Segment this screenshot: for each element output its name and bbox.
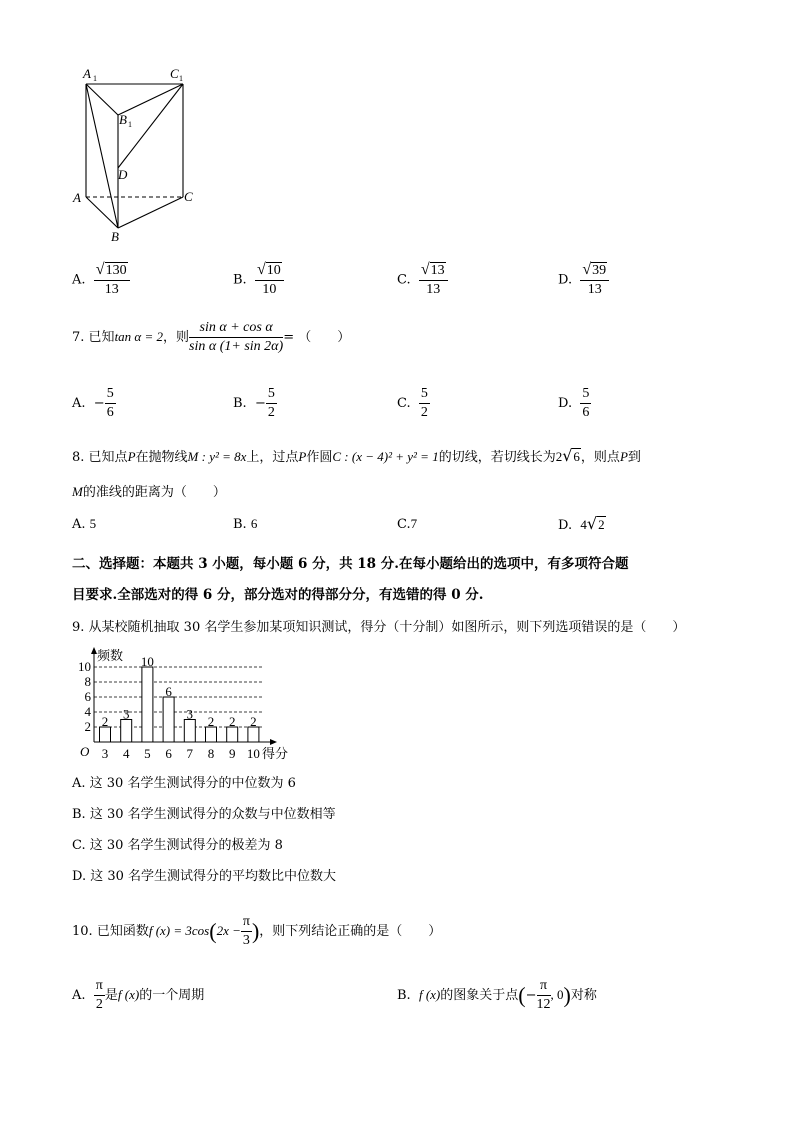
y-tick-label: 4: [84, 704, 91, 719]
q8-option-a: A. 5: [72, 516, 97, 532]
y-tick-label: 6: [84, 689, 91, 704]
q7-option-b: B. − $\frac{5}{2}$: [233, 386, 275, 420]
question-8-line1: 8. 已知点P在抛物线M : y² = 8x上，过点P作圆C : (x − 4)² + y² = 1的切线，若切线长为2 √ 6 ，则点P到: [72, 446, 641, 465]
bar-3: [100, 727, 111, 742]
svg-text:1: 1: [93, 74, 97, 83]
edge-ab: [86, 197, 118, 228]
y-tick-label: 10: [78, 659, 91, 674]
q6-option-a: A. √ 130 13: [72, 262, 130, 298]
q9-option-c: C. 这 30 名学生测试得分的极差为 8: [72, 838, 283, 853]
chart-labels: [78, 648, 288, 761]
q10-option-b: B. f (x)的图象关于点(− $\frac{\pi}{12}$ , 0)对称: [397, 978, 597, 1012]
bar-6: [163, 697, 174, 742]
x-tick-label: 6: [165, 746, 172, 761]
bar-9: [227, 727, 238, 742]
label-b: B: [111, 229, 119, 244]
section-2-heading-line1: 二、选择题：本题共 3 小题，每小题 6 分，共 18 分.在每小题给出的选项中，有多项符合题: [72, 556, 629, 572]
x-axis-label: 得分: [262, 746, 289, 761]
bar-7: [184, 720, 195, 743]
label-d: D: [118, 167, 128, 182]
bar-value-label: 6: [165, 684, 172, 699]
y-tick-label: 2: [84, 719, 91, 734]
q9-option-d: D. 这 30 名学生测试得分的平均数比中位数大: [72, 869, 337, 884]
question-7: 7. 已知tan α = 2，则 $\frac{\text{sin α + cos α}}{\text{sin α (1+ sin 2α)}}$ = （ ）: [72, 320, 351, 354]
label-c1: C: [170, 66, 179, 81]
x-tick-label: 4: [122, 746, 130, 761]
bar-4: [121, 720, 132, 743]
label-a: A: [73, 190, 81, 205]
q7-option-a: A. − $\frac{5}{6}$: [72, 386, 114, 420]
q6-option-c: C. √ 13 13: [397, 262, 448, 298]
edge-b1c1: [118, 84, 183, 115]
question-10: 10. 已知函数f (x) = 3cos(2x − $\frac{\pi}{3}$ )，则下列结论正确的是（ ）: [72, 914, 442, 948]
question-8-line2: M的准线的距离为（ ）: [72, 484, 226, 500]
bar-value-label: 3: [122, 706, 130, 722]
svg-text:1: 1: [128, 120, 132, 129]
svg-text:1: 1: [179, 74, 183, 83]
q8-option-c: C.7: [397, 516, 418, 532]
bar-10: [248, 727, 259, 742]
x-tick-label: 7: [186, 746, 194, 761]
bar-5: [142, 667, 153, 742]
question-9: 9. 从某校随机抽取 30 名学生参加某项知识测试，得分（十分制）如图所示，则下列选项错误的是（ ）: [72, 620, 686, 635]
q8-option-b: B. 6: [233, 516, 258, 532]
x-axis-arrow: [270, 739, 277, 745]
bar-value-label: 2: [101, 714, 109, 729]
chart-grid: [94, 667, 262, 727]
q6-option-d: D. √ 39 13: [558, 262, 609, 298]
x-tick-label: 9: [228, 746, 236, 761]
q10-option-a: A. $\frac{\pi}{2}$ 是f (x)的一个周期: [72, 978, 205, 1012]
score-frequency-chart: [72, 646, 302, 766]
bar-value-label: 2: [207, 714, 215, 729]
section-2-heading-line2: 目要求.全部选对的得 6 分，部分选对的得部分分，有选错的得 0 分.: [72, 587, 484, 603]
bar-value-label: 2: [228, 714, 236, 729]
label-a1: A: [83, 66, 91, 81]
q6-option-b: B. √ 10 10: [233, 262, 284, 298]
chart-bars: [100, 667, 259, 742]
q7-option-c: C. $\frac{5}{2}$: [397, 386, 428, 420]
x-tick-label: 10: [246, 746, 260, 761]
origin-label: O: [80, 744, 90, 759]
edge-bc: [118, 197, 183, 228]
y-axis-label: 频数: [97, 648, 124, 663]
q9-option-a: A. 这 30 名学生测试得分的中位数为 6: [72, 776, 296, 791]
bar-value-label: 2: [250, 714, 257, 729]
edge-a1b: [86, 84, 118, 228]
label-b1: B: [119, 112, 127, 127]
q8-option-d: D. 4 √ 2: [558, 514, 605, 533]
q9-option-b: B. 这 30 名学生测试得分的众数与中位数相等: [72, 807, 336, 822]
y-tick-label: 8: [84, 674, 91, 689]
q7-option-d: D. $\frac{5}{6}$: [558, 386, 590, 420]
x-tick-label: 3: [101, 746, 109, 761]
edge-a1b1: [86, 84, 118, 115]
bar-value-label: 10: [140, 654, 154, 669]
x-tick-label: 8: [207, 746, 215, 761]
label-c: C: [184, 189, 193, 204]
bar-value-label: 3: [186, 706, 194, 722]
prism-figure: [70, 60, 200, 250]
x-tick-label: 5: [144, 746, 151, 761]
bar-8: [206, 727, 217, 742]
